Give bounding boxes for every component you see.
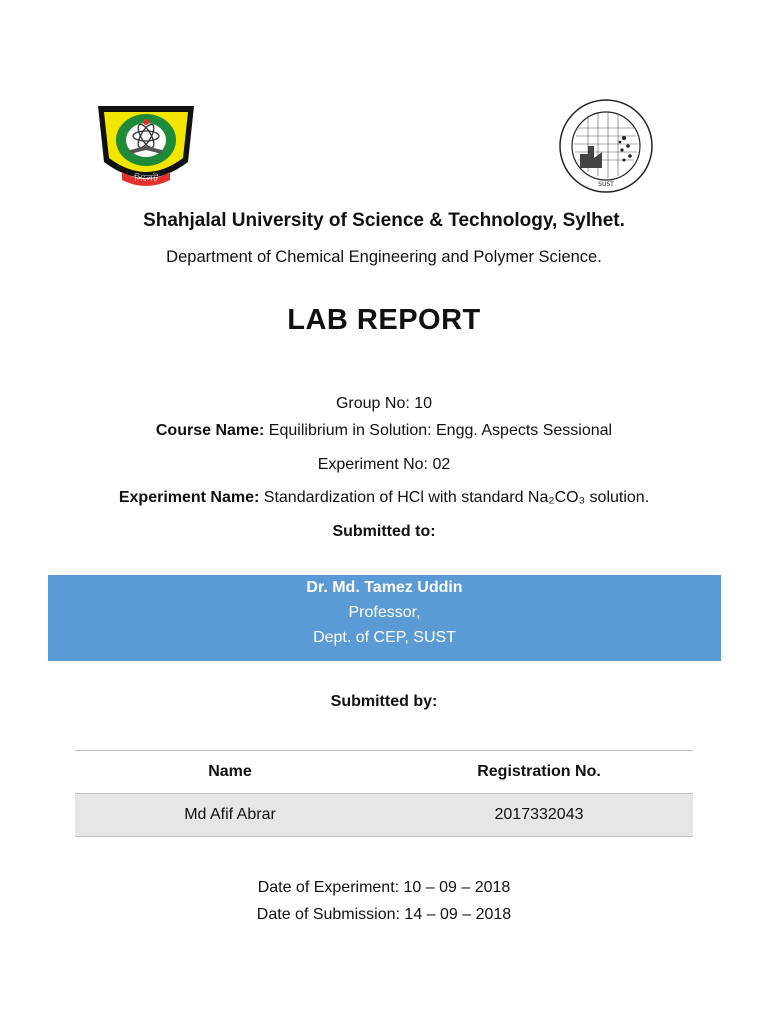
university-name: Shahjalal University of Science & Technology, Sylhet. xyxy=(143,210,625,231)
group-number: Group No: 10 xyxy=(335,395,433,412)
supervisor-box xyxy=(48,575,721,661)
table-row xyxy=(75,794,693,837)
course-value: Equilibrium in Solution: Engg. Aspects Sessional xyxy=(264,422,613,439)
course-name xyxy=(0,422,768,440)
experiment-label: Experiment Name: xyxy=(118,489,260,506)
logo-caption: সিলেট xyxy=(134,174,158,184)
submitted-by-heading: Submitted by: xyxy=(330,693,438,710)
column-header-name: Name xyxy=(208,763,252,780)
student-registration: 2017332043 xyxy=(494,806,584,823)
supervisor-affiliation: Dept. of CEP, SUST xyxy=(313,629,456,646)
supervisor-designation: Professor, xyxy=(348,604,421,621)
experiment-number: Experiment No: 02 xyxy=(317,456,451,473)
course-label: Course Name: xyxy=(155,422,265,439)
experiment-value: Standardization of HCl with standard Na₂CO₃ solution. xyxy=(259,489,650,506)
report-title: LAB REPORT xyxy=(287,304,481,336)
department-logo xyxy=(558,98,654,194)
logo-caption-sust: SUST xyxy=(598,181,614,188)
submitted-to-heading: Submitted to: xyxy=(332,523,436,540)
department-name: Department of Chemical Engineering and Polymer Science. xyxy=(166,248,602,266)
date-of-experiment: Date of Experiment: 10 – 09 – 2018 xyxy=(257,879,511,896)
table-header-row xyxy=(75,750,693,794)
experiment-name xyxy=(0,489,768,507)
student-table xyxy=(75,750,693,837)
column-header-registration: Registration No. xyxy=(477,763,601,780)
student-name: Md Afif Abrar xyxy=(184,806,276,823)
supervisor-name: Dr. Md. Tamez Uddin xyxy=(306,579,463,596)
university-logo xyxy=(88,92,204,196)
date-of-submission: Date of Submission: 14 – 09 – 2018 xyxy=(256,906,512,923)
